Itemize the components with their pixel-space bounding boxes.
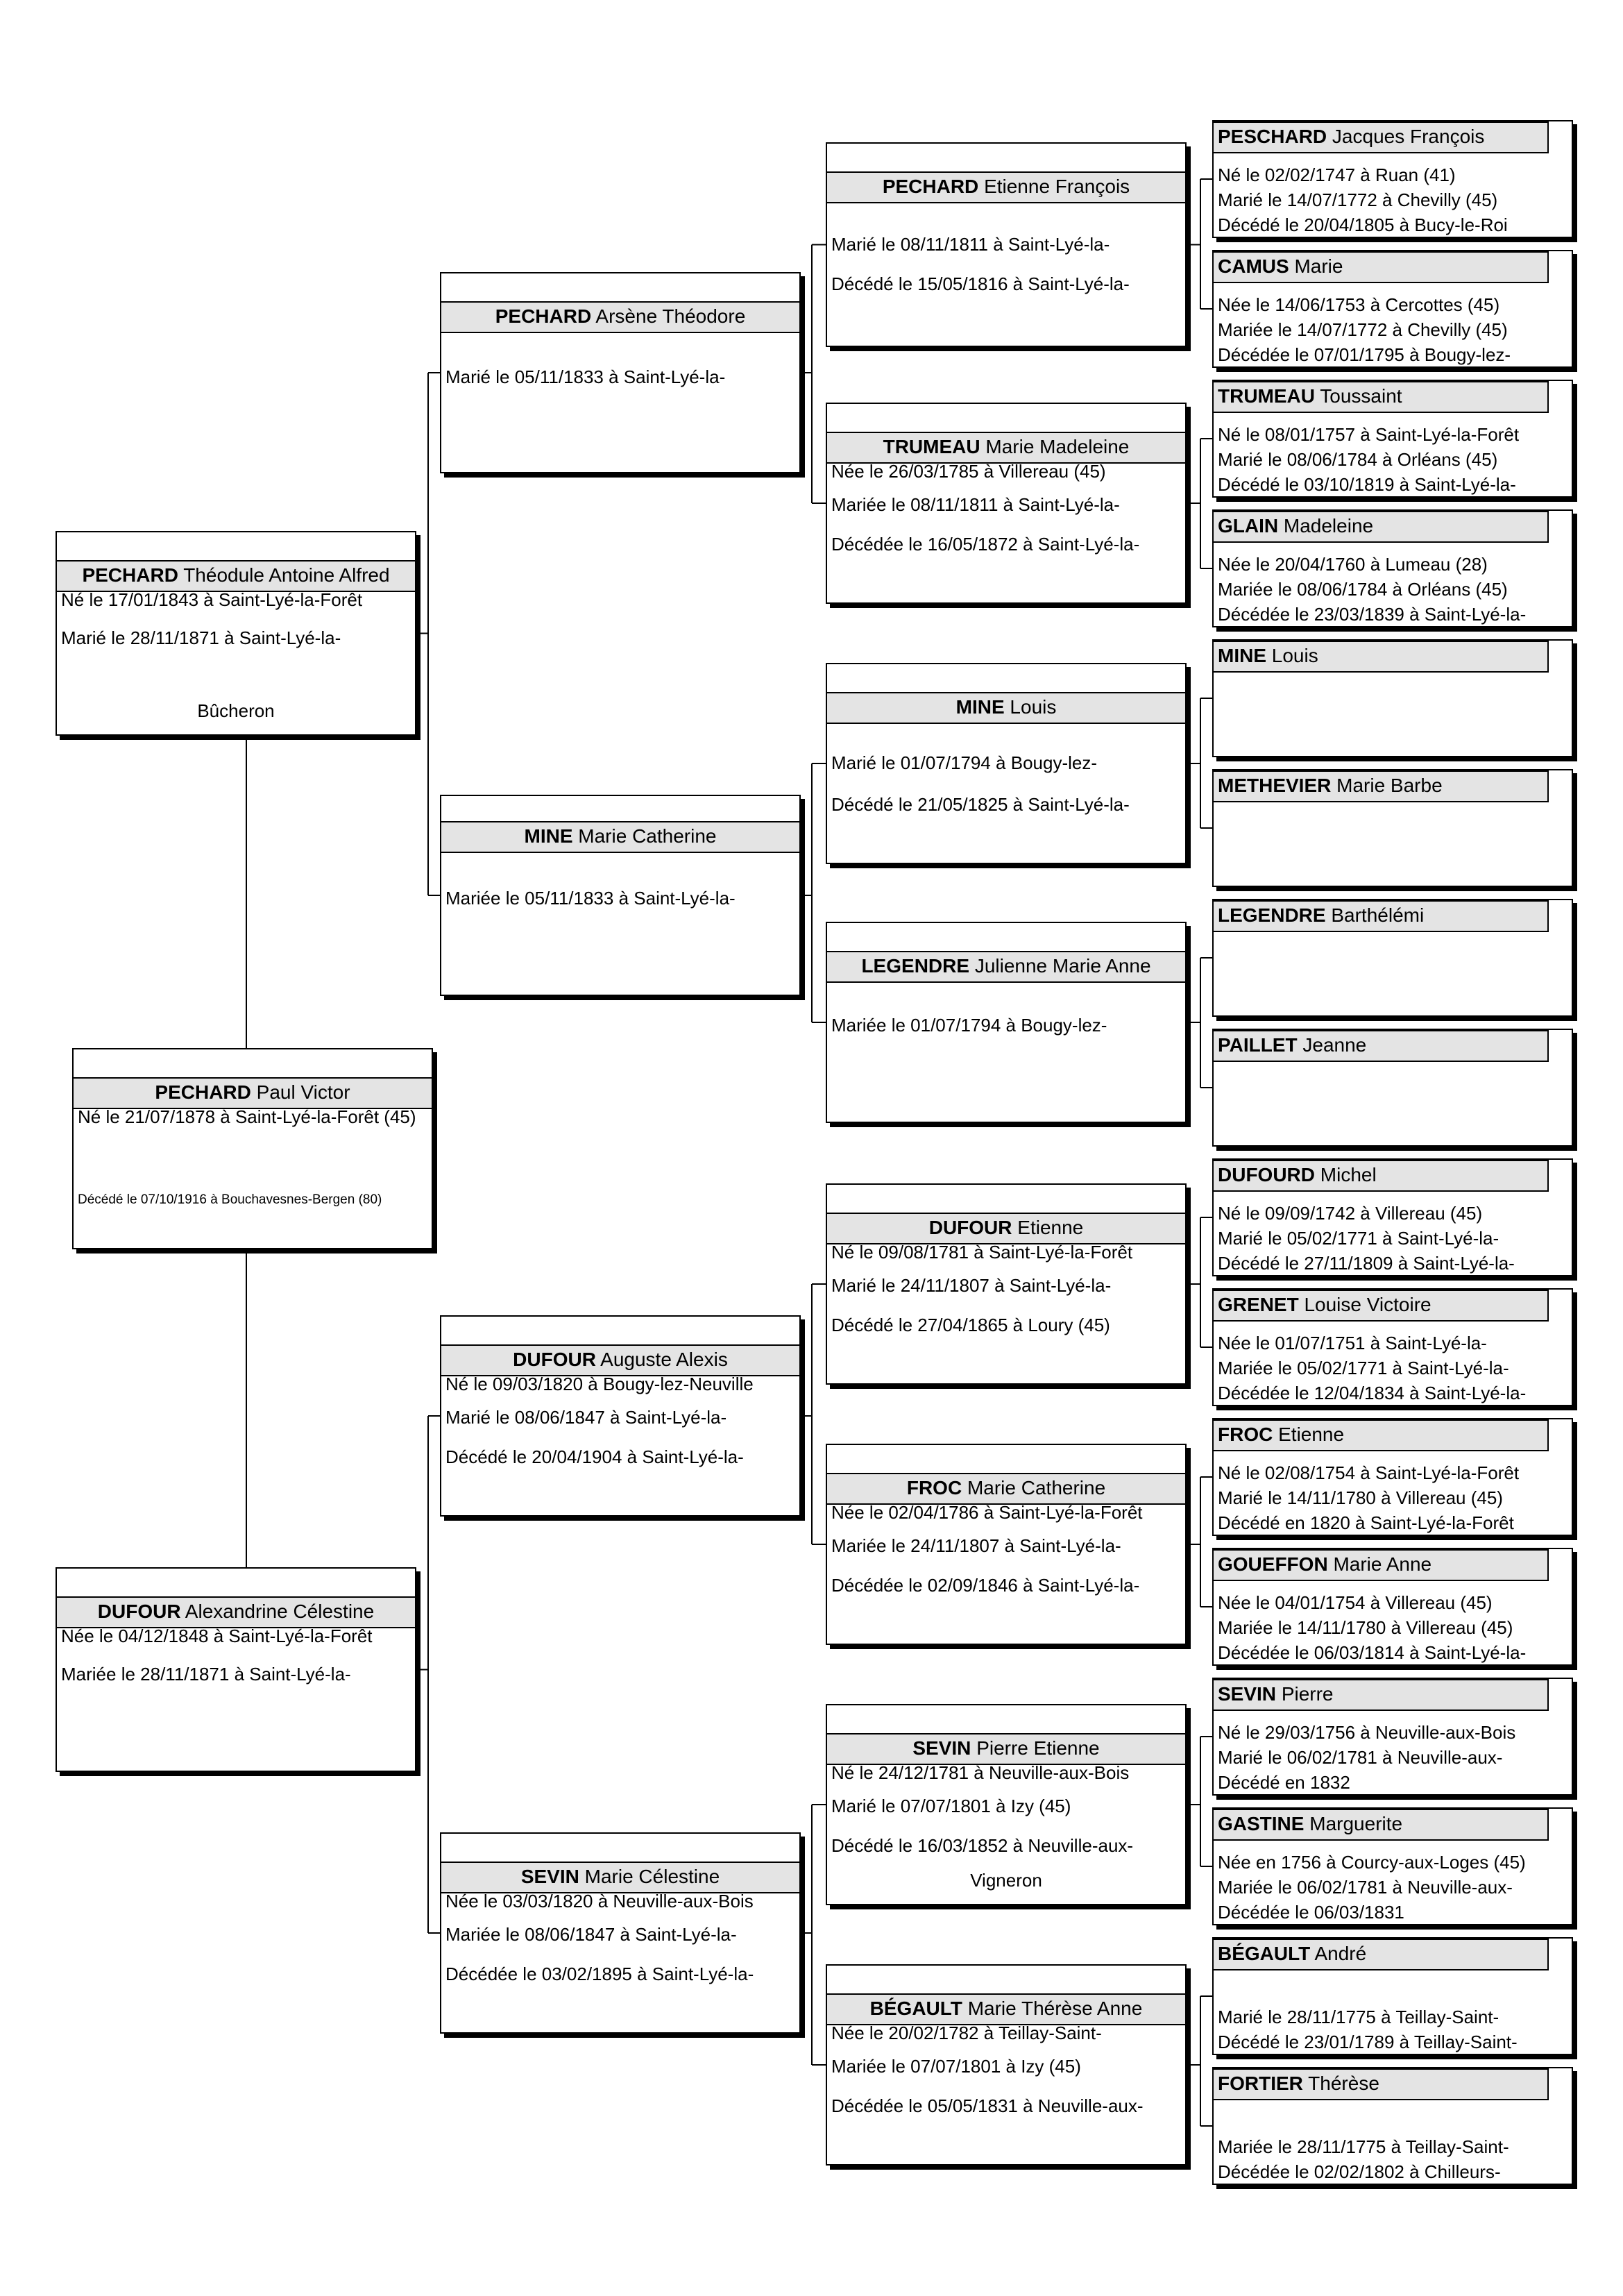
- person-box-dufour-etienne: [826, 1183, 1187, 1385]
- person-detail-line: Mariée le 14/11/1780 à Villereau (45): [1218, 1617, 1513, 1638]
- person-detail-line: Décédée le 23/03/1839 à Saint-Lyé-la-: [1218, 604, 1527, 625]
- person-box-fortier-therese: [1212, 2067, 1573, 2185]
- person-detail-line: Mariée le 06/02/1781 à Neuville-aux-: [1218, 1877, 1513, 1898]
- surname: GOUEFFON: [1218, 1553, 1328, 1575]
- surname: FORTIER: [1218, 2073, 1303, 2094]
- person-box-grenet-louise-victoire: [1212, 1288, 1573, 1406]
- given-names: Jeanne: [1302, 1034, 1367, 1056]
- given-names: André: [1314, 1943, 1367, 1964]
- person-detail-line: Décédée le 06/03/1831: [1218, 1902, 1404, 1923]
- given-names: Pierre Etienne: [976, 1737, 1100, 1759]
- person-detail-line: Né le 24/12/1781 à Neuville-aux-Bois: [831, 1762, 1130, 1783]
- person-detail-line: Née le 04/12/1848 à Saint-Lyé-la-Forêt: [61, 1626, 373, 1646]
- person-name: [1212, 121, 1549, 153]
- given-names: Alexandrine Célestine: [185, 1601, 375, 1622]
- person-box-froc-etienne: [1212, 1418, 1573, 1536]
- person-name: [826, 171, 1187, 203]
- person-detail-line: Décédé en 1832: [1218, 1772, 1350, 1793]
- person-detail-line: Né le 21/07/1878 à Saint-Lyé-la-Forêt (45): [78, 1106, 416, 1127]
- given-names: Etienne: [1017, 1217, 1084, 1238]
- person-box-pechard-arsene-theodore: [440, 272, 801, 473]
- person-box-begault-marie-therese-anne: [826, 1964, 1187, 2166]
- person-name: [1212, 1809, 1549, 1841]
- person-detail-line: Née le 03/03/1820 à Neuville-aux-Bois: [445, 1891, 754, 1911]
- person-name: [1212, 1419, 1549, 1451]
- person-detail-line: Né le 29/03/1756 à Neuville-aux-Bois: [1218, 1722, 1516, 1743]
- person-name: [1212, 1679, 1549, 1711]
- person-detail-line: Marié le 06/02/1781 à Neuville-aux-: [1218, 1747, 1503, 1768]
- person-detail-line: Mariée le 28/11/1775 à Teillay-Saint-: [1218, 2136, 1509, 2157]
- person-box-dufour-auguste-alexis: [440, 1315, 801, 1517]
- given-names: Marguerite: [1309, 1813, 1403, 1834]
- surname: FROC: [906, 1477, 962, 1499]
- surname: PECHARD: [495, 305, 592, 327]
- person-box-trumeau-toussaint: [1212, 380, 1573, 498]
- given-names: Julienne Marie Anne: [974, 955, 1151, 977]
- given-names: Auguste Alexis: [600, 1349, 728, 1370]
- given-names: Toussaint: [1320, 385, 1402, 407]
- person-detail-line: Vigneron: [970, 1870, 1042, 1891]
- given-names: Etienne: [1278, 1424, 1345, 1445]
- person-detail-line: Née le 02/04/1786 à Saint-Lyé-la-Forêt: [831, 1502, 1143, 1523]
- person-detail-line: Décédé en 1820 à Saint-Lyé-la-Forêt: [1218, 1512, 1514, 1533]
- given-names: Jacques François: [1332, 126, 1485, 147]
- person-detail-line: Marié le 14/11/1780 à Villereau (45): [1218, 1487, 1503, 1508]
- person-detail-line: Née le 26/03/1785 à Villereau (45): [831, 461, 1106, 482]
- person-detail-line: Décédé le 20/04/1805 à Bucy-le-Roi: [1218, 214, 1508, 235]
- person-detail-line: Mariée le 24/11/1807 à Saint-Lyé-la-: [831, 1535, 1121, 1556]
- person-detail-line: Marié le 08/11/1811 à Saint-Lyé-la-: [831, 234, 1110, 255]
- person-box-begault-andre: [1212, 1937, 1573, 2055]
- person-detail-line: Né le 09/09/1742 à Villereau (45): [1218, 1203, 1483, 1224]
- surname: PECHARD: [155, 1081, 251, 1103]
- given-names: Michel: [1320, 1164, 1377, 1185]
- surname: GLAIN: [1218, 515, 1279, 537]
- person-box-mine-marie-catherine: [440, 795, 801, 996]
- person-detail-line: Mariée le 14/07/1772 à Chevilly (45): [1218, 319, 1508, 340]
- person-detail-line: Décédé le 15/05/1816 à Saint-Lyé-la-: [831, 273, 1130, 294]
- given-names: Marie Madeleine: [985, 436, 1130, 457]
- person-detail-line: Décédée le 16/05/1872 à Saint-Lyé-la-: [831, 534, 1140, 555]
- given-names: Marie: [1294, 255, 1343, 277]
- given-names: Marie Barbe: [1336, 775, 1443, 796]
- person-box-mine-louis: [1212, 639, 1573, 757]
- person-detail-line: Décédé le 07/10/1916 à Bouchavesnes-Bergen (80): [78, 1192, 382, 1207]
- given-names: Barthélémi: [1331, 904, 1425, 926]
- person-detail-line: Marié le 28/11/1775 à Teillay-Saint-: [1218, 2007, 1499, 2027]
- person-box-gastine-marguerite: [1212, 1807, 1573, 1925]
- person-detail-line: Mariée le 08/06/1847 à Saint-Lyé-la-: [445, 1924, 737, 1945]
- surname: BÉGAULT: [869, 1998, 962, 2019]
- surname: GRENET: [1218, 1294, 1299, 1315]
- person-detail-line: Décédé le 27/11/1809 à Saint-Lyé-la-: [1218, 1253, 1515, 1274]
- person-detail-line: Décédé le 20/04/1904 à Saint-Lyé-la-: [445, 1446, 744, 1467]
- person-box-dufour-alexandrine-celestine: [56, 1567, 416, 1772]
- person-name: [1212, 511, 1549, 543]
- person-box-sevin-marie-celestine: [440, 1832, 801, 2034]
- person-detail-line: Décédé le 21/05/1825 à Saint-Lyé-la-: [831, 794, 1130, 815]
- surname: DUFOUR: [928, 1217, 1012, 1238]
- person-name: [1212, 251, 1549, 283]
- person-detail-line: Marié le 08/06/1847 à Saint-Lyé-la-: [445, 1407, 727, 1428]
- person-detail-line: Marié le 08/06/1784 à Orléans (45): [1218, 449, 1498, 470]
- person-detail-line: Né le 09/03/1820 à Bougy-lez-Neuville: [445, 1374, 754, 1394]
- person-detail-line: Mariée le 08/11/1811 à Saint-Lyé-la-: [831, 494, 1120, 515]
- surname: METHEVIER: [1218, 775, 1332, 796]
- person-name: [1212, 1939, 1549, 1970]
- person-detail-line: Marié le 28/11/1871 à Saint-Lyé-la-: [61, 627, 341, 648]
- person-box-mine-louis: [826, 663, 1187, 864]
- person-name: [440, 301, 801, 333]
- person-name: [1212, 1160, 1549, 1192]
- surname: MINE: [955, 696, 1005, 718]
- person-detail-line: Née le 20/04/1760 à Lumeau (28): [1218, 554, 1488, 575]
- given-names: Marie Catherine: [578, 825, 717, 847]
- surname: PESCHARD: [1218, 126, 1327, 147]
- person-detail-line: Mariée le 05/02/1771 à Saint-Lyé-la-: [1218, 1358, 1509, 1378]
- surname: LEGENDRE: [861, 955, 970, 977]
- surname: DUFOUR: [513, 1349, 596, 1370]
- person-detail-line: Mariée le 28/11/1871 à Saint-Lyé-la-: [61, 1664, 351, 1685]
- person-detail-line: Décédée le 07/01/1795 à Bougy-lez-: [1218, 344, 1511, 365]
- person-name: [1212, 770, 1549, 802]
- surname: FROC: [1218, 1424, 1273, 1445]
- person-detail-line: Décédée le 06/03/1814 à Saint-Lyé-la-: [1218, 1642, 1527, 1663]
- given-names: Pierre: [1281, 1683, 1334, 1705]
- surname: PECHARD: [82, 564, 178, 586]
- person-detail-line: Marié le 14/07/1772 à Chevilly (45): [1218, 189, 1498, 210]
- person-box-camus-marie: [1212, 250, 1573, 368]
- surname: TRUMEAU: [1218, 385, 1315, 407]
- surname: BÉGAULT: [1218, 1943, 1311, 1964]
- person-box-froc-marie-catherine: [826, 1444, 1187, 1645]
- person-detail-line: Né le 09/08/1781 à Saint-Lyé-la-Forêt: [831, 1242, 1133, 1263]
- person-box-peschard-jacques-francois: [1212, 120, 1573, 238]
- person-name: [440, 821, 801, 853]
- person-box-trumeau-marie-madeleine: [826, 403, 1187, 604]
- given-names: Marie Célestine: [584, 1866, 720, 1887]
- person-box-goueffon-marie-anne: [1212, 1548, 1573, 1666]
- person-detail-line: Né le 02/02/1747 à Ruan (41): [1218, 164, 1456, 185]
- person-detail-line: Né le 08/01/1757 à Saint-Lyé-la-Forêt: [1218, 424, 1520, 445]
- person-box-sevin-pierre: [1212, 1678, 1573, 1796]
- person-detail-line: Marié le 05/02/1771 à Saint-Lyé-la-: [1218, 1228, 1499, 1249]
- surname: SEVIN: [912, 1737, 971, 1759]
- person-detail-line: Mariée le 08/06/1784 à Orléans (45): [1218, 579, 1508, 600]
- person-box-pechard-paul-victor: [72, 1048, 433, 1249]
- surname: DUFOURD: [1218, 1164, 1315, 1185]
- surname: DUFOUR: [97, 1601, 181, 1622]
- person-detail-line: Mariée le 07/07/1801 à Izy (45): [831, 2056, 1081, 2077]
- person-detail-line: Décédé le 03/10/1819 à Saint-Lyé-la-: [1218, 474, 1516, 495]
- given-names: Thérèse: [1308, 2073, 1379, 2094]
- person-detail-line: Décédé le 27/04/1865 à Loury (45): [831, 1315, 1110, 1335]
- person-name: [1212, 2068, 1549, 2100]
- given-names: Louis: [1271, 645, 1318, 666]
- given-names: Etienne François: [984, 176, 1130, 197]
- person-box-paillet-jeanne: [1212, 1029, 1573, 1147]
- given-names: Arsène Théodore: [595, 305, 746, 327]
- surname: MINE: [524, 825, 573, 847]
- surname: GASTINE: [1218, 1813, 1305, 1834]
- surname: SEVIN: [1218, 1683, 1277, 1705]
- given-names: Marie Anne: [1333, 1553, 1432, 1575]
- surname: PECHARD: [882, 176, 979, 197]
- person-detail-line: Née le 04/01/1754 à Villereau (45): [1218, 1592, 1493, 1613]
- person-box-sevin-pierre-etienne: [826, 1704, 1187, 1905]
- person-detail-line: Né le 17/01/1843 à Saint-Lyé-la-Forêt: [61, 589, 363, 610]
- person-detail-line: Née le 14/06/1753 à Cercottes (45): [1218, 294, 1500, 315]
- person-detail-line: Décédé le 16/03/1852 à Neuville-aux-: [831, 1835, 1134, 1856]
- person-name: [1212, 1549, 1549, 1581]
- person-detail-line: Décédée le 05/05/1831 à Neuville-aux-: [831, 2095, 1144, 2116]
- person-detail-line: Bûcheron: [197, 700, 275, 721]
- person-name: [826, 692, 1187, 724]
- person-detail-line: Mariée le 05/11/1833 à Saint-Lyé-la-: [445, 888, 736, 909]
- surname: MINE: [1218, 645, 1266, 666]
- given-names: Louise Victoire: [1304, 1294, 1431, 1315]
- person-detail-line: Décédée le 03/02/1895 à Saint-Lyé-la-: [445, 1964, 754, 1984]
- person-box-glain-madeleine: [1212, 509, 1573, 627]
- person-name: [1212, 900, 1549, 932]
- person-detail-line: Né le 02/08/1754 à Saint-Lyé-la-Forêt: [1218, 1462, 1520, 1483]
- given-names: Théodule Antoine Alfred: [183, 564, 390, 586]
- given-names: Paul Victor: [256, 1081, 350, 1103]
- surname: TRUMEAU: [883, 436, 980, 457]
- person-box-legendre-julienne-marie-anne: [826, 922, 1187, 1123]
- person-detail-line: Née le 20/02/1782 à Teillay-Saint-: [831, 2023, 1102, 2043]
- surname: PAILLET: [1218, 1034, 1298, 1056]
- person-box-pechard-etienne-francois: [826, 142, 1187, 347]
- person-box-dufourd-michel: [1212, 1158, 1573, 1276]
- given-names: Marie Thérèse Anne: [967, 1998, 1143, 2019]
- person-name: [1212, 1030, 1549, 1062]
- surname: CAMUS: [1218, 255, 1289, 277]
- person-name: [1212, 381, 1549, 413]
- person-name: [826, 951, 1187, 983]
- given-names: Marie Catherine: [967, 1477, 1106, 1499]
- person-name: [1212, 641, 1549, 673]
- person-detail-line: Marié le 24/11/1807 à Saint-Lyé-la-: [831, 1275, 1112, 1296]
- person-detail-line: Marié le 07/07/1801 à Izy (45): [831, 1796, 1071, 1816]
- person-detail-line: Décédée le 02/09/1846 à Saint-Lyé-la-: [831, 1575, 1140, 1596]
- person-detail-line: Née en 1756 à Courcy-aux-Loges (45): [1218, 1852, 1526, 1873]
- person-detail-line: Marié le 05/11/1833 à Saint-Lyé-la-: [445, 366, 726, 387]
- person-detail-line: Décédée le 12/04/1834 à Saint-Lyé-la-: [1218, 1383, 1527, 1403]
- person-detail-line: Née le 01/07/1751 à Saint-Lyé-la-: [1218, 1333, 1487, 1353]
- person-detail-line: Mariée le 01/07/1794 à Bougy-lez-: [831, 1015, 1107, 1036]
- person-detail-line: Décédé le 23/01/1789 à Teillay-Saint-: [1218, 2032, 1518, 2052]
- person-detail-line: Décédée le 02/02/1802 à Chilleurs-: [1218, 2161, 1501, 2182]
- person-box-methevier-marie-barbe: [1212, 769, 1573, 887]
- person-box-legendre-barthelemi: [1212, 899, 1573, 1017]
- person-detail-line: Marié le 01/07/1794 à Bougy-lez-: [831, 752, 1098, 773]
- person-name: [1212, 1290, 1549, 1322]
- surname: SEVIN: [520, 1866, 579, 1887]
- person-box-pechard-theodule-antoine-alfred: [56, 531, 416, 736]
- given-names: Madeleine: [1283, 515, 1374, 537]
- given-names: Louis: [1010, 696, 1057, 718]
- surname: LEGENDRE: [1218, 904, 1326, 926]
